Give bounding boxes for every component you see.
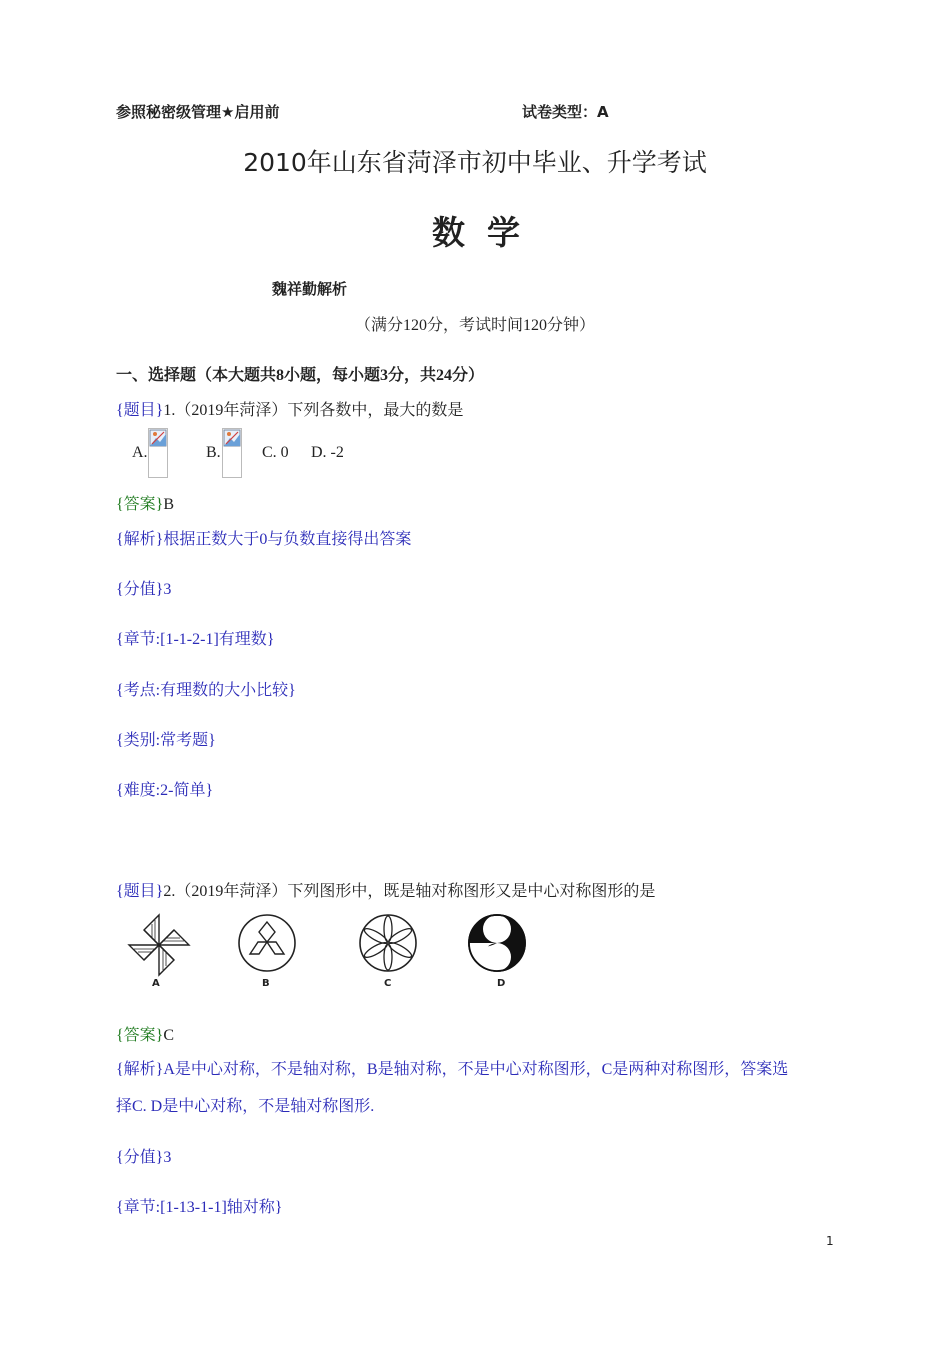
answer-value: C	[163, 1027, 175, 1044]
figure-a-pinwheel	[124, 910, 194, 980]
score-line: {分值}3	[116, 581, 172, 598]
score-line: {分值}3	[116, 1149, 172, 1166]
figure-label-d: D	[497, 978, 506, 989]
secrecy-label: 参照秘密级管理★启用前	[116, 103, 280, 121]
subject-title: 数学	[432, 213, 542, 252]
page-title: 2010年山东省菏泽市初中毕业、升学考试	[243, 148, 707, 177]
figure-c-flower	[355, 910, 421, 976]
question-2	[116, 878, 655, 901]
question-tag: {题目}	[116, 402, 164, 419]
exam-info: （满分120分，考试时间120分钟）	[354, 317, 595, 334]
option-a-label: A.	[132, 444, 148, 461]
option-b-label: B.	[206, 444, 221, 461]
analysis-line: {解析}根据正数大于0与负数直接得出答案	[116, 531, 412, 548]
author-line: 魏祥勤解析	[272, 280, 348, 298]
figure-d-yinyang	[464, 910, 530, 976]
figure-label-b: B	[262, 978, 270, 989]
analysis-line-2: 择C. D是中心对称，不是轴对称图形.	[116, 1098, 375, 1115]
difficulty-line: {难度:2-简单}	[116, 782, 214, 799]
option-d: D. -2	[311, 444, 344, 461]
figure-b-diamonds	[234, 910, 300, 976]
answer-line	[116, 491, 174, 514]
option-b-image	[222, 428, 242, 478]
broken-image-icon	[149, 429, 167, 447]
category-line: {类别:常考题}	[116, 732, 216, 749]
answer-tag: {答案}	[116, 496, 164, 513]
chapter-line: {章节:[1-1-2-1]有理数}	[116, 631, 275, 648]
knowledge-point-line: {考点:有理数的大小比较}	[116, 682, 296, 699]
analysis-line-1: {解析}A是中心对称，不是轴对称，B是轴对称，不是中心对称图形，C是两种对称图形，答案选	[116, 1061, 789, 1078]
broken-image-icon	[223, 429, 241, 447]
question-tag: {题目}	[116, 883, 164, 900]
section-heading: 一、选择题（本大题共8小题，每小题3分，共24分）	[116, 367, 485, 384]
answer-line	[116, 1022, 174, 1045]
answer-tag: {答案}	[116, 1027, 164, 1044]
paper-type-label: 试卷类型：A	[522, 103, 609, 121]
page-number: 1	[826, 1234, 834, 1248]
answer-value: B	[163, 496, 175, 513]
option-c: C. 0	[262, 444, 289, 461]
question-text: 2.（2019年菏泽）下列图形中，既是轴对称图形又是中心对称图形的是	[163, 883, 656, 900]
question-text: 1.（2019年菏泽）下列各数中，最大的数是	[163, 402, 464, 419]
figure-label-c: C	[384, 978, 392, 989]
option-a-image	[148, 428, 168, 478]
figure-label-a: A	[152, 978, 160, 989]
chapter-line: {章节:[1-13-1-1]轴对称}	[116, 1199, 283, 1216]
question-1	[116, 397, 463, 420]
